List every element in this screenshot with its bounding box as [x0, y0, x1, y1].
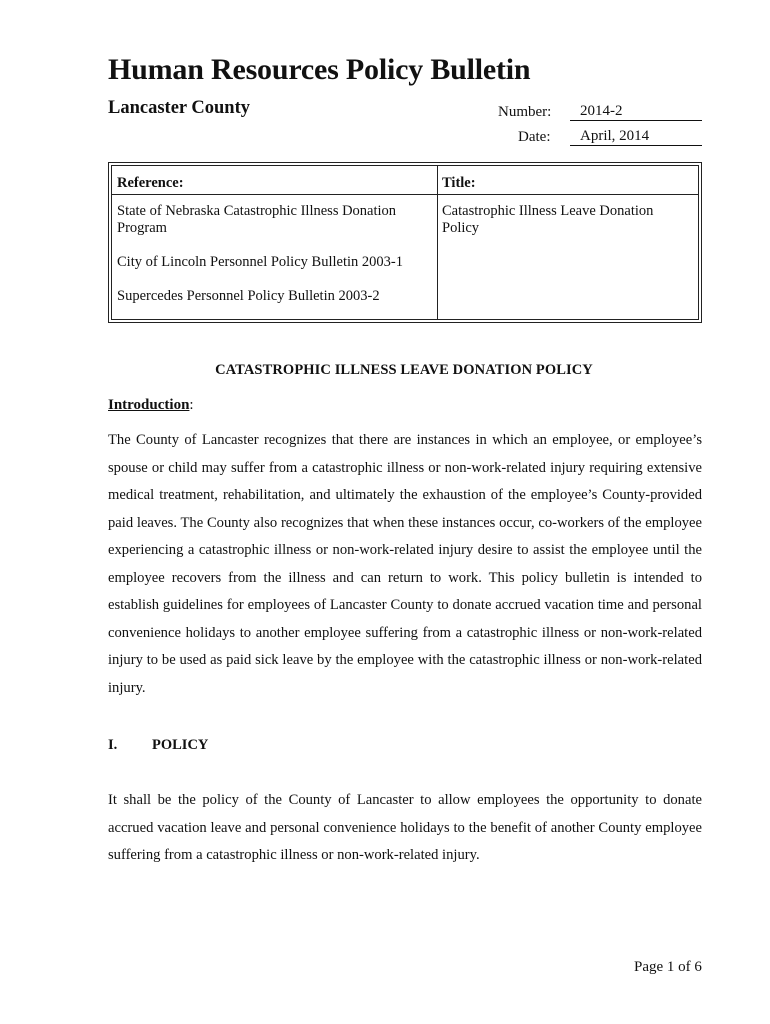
number-label: Number:	[498, 104, 552, 120]
county-name: Lancaster County	[108, 98, 251, 118]
title-header: Title:	[442, 175, 476, 191]
reference-header: Reference:	[117, 175, 184, 191]
reference-table-inner	[111, 165, 699, 320]
reference-item: City of Lincoln Personnel Policy Bulletin 2003-1	[117, 254, 403, 270]
policy-section-number: I.	[108, 737, 118, 753]
policy-paragraph: It shall be the policy of the County of Lancaster to allow employees the opportunity to donate accrued vacation leave and personal convenience holidays to the benefit of another County employee suffering from a catastrophic illness or non-work-related injury.	[108, 792, 702, 863]
page-number: Page 1 of 6	[634, 959, 702, 975]
reference-item: Supercedes Personnel Policy Bulletin 2003-2	[117, 288, 380, 304]
policy-section-heading	[108, 737, 208, 754]
header-divider	[112, 194, 698, 195]
intro-paragraph: The County of Lancaster recognizes that there are instances in which an employee, or employee’s spouse or child may suffer from a catastrophic illness or non-work-related injury requiring extensive medical treatment, rehabilitation, and ultimately the exhaustion of the employee’s County-provided paid leaves. The County also recognizes that when these instances occur, co-workers of the employee experiencing a catastrophic illness or non-work-related injury desire to assist the employee until the employee recovers from the illness and can return to work. This policy bulletin is intended to establish guidelines for employees of Lancaster County to donate accrued vacation time and personal convenience holidays to another employee suffering from a catastrophic illness or non-work-related injury to be used as paid sick leave by the employee with the catastrophic illness or non-work-related injury.	[108, 432, 702, 696]
reference-table	[108, 162, 702, 323]
main-heading: CATASTROPHIC ILLNESS LEAVE DONATION POLICY	[215, 362, 593, 378]
date-value: April, 2014	[570, 127, 702, 146]
date-label: Date:	[518, 129, 551, 145]
intro-heading-colon: :	[189, 397, 194, 413]
bulletin-title: Human Resources Policy Bulletin	[108, 53, 531, 86]
number-value: 2014-2	[570, 102, 702, 121]
intro-heading	[108, 397, 194, 414]
column-divider	[437, 166, 438, 319]
intro-heading-text: Introduction	[108, 397, 190, 413]
reference-item: State of Nebraska Catastrophic Illness Donation Program	[117, 203, 397, 236]
policy-section-title: POLICY	[152, 737, 209, 753]
policy-title-value: Catastrophic Illness Leave Donation Policy	[442, 203, 654, 236]
